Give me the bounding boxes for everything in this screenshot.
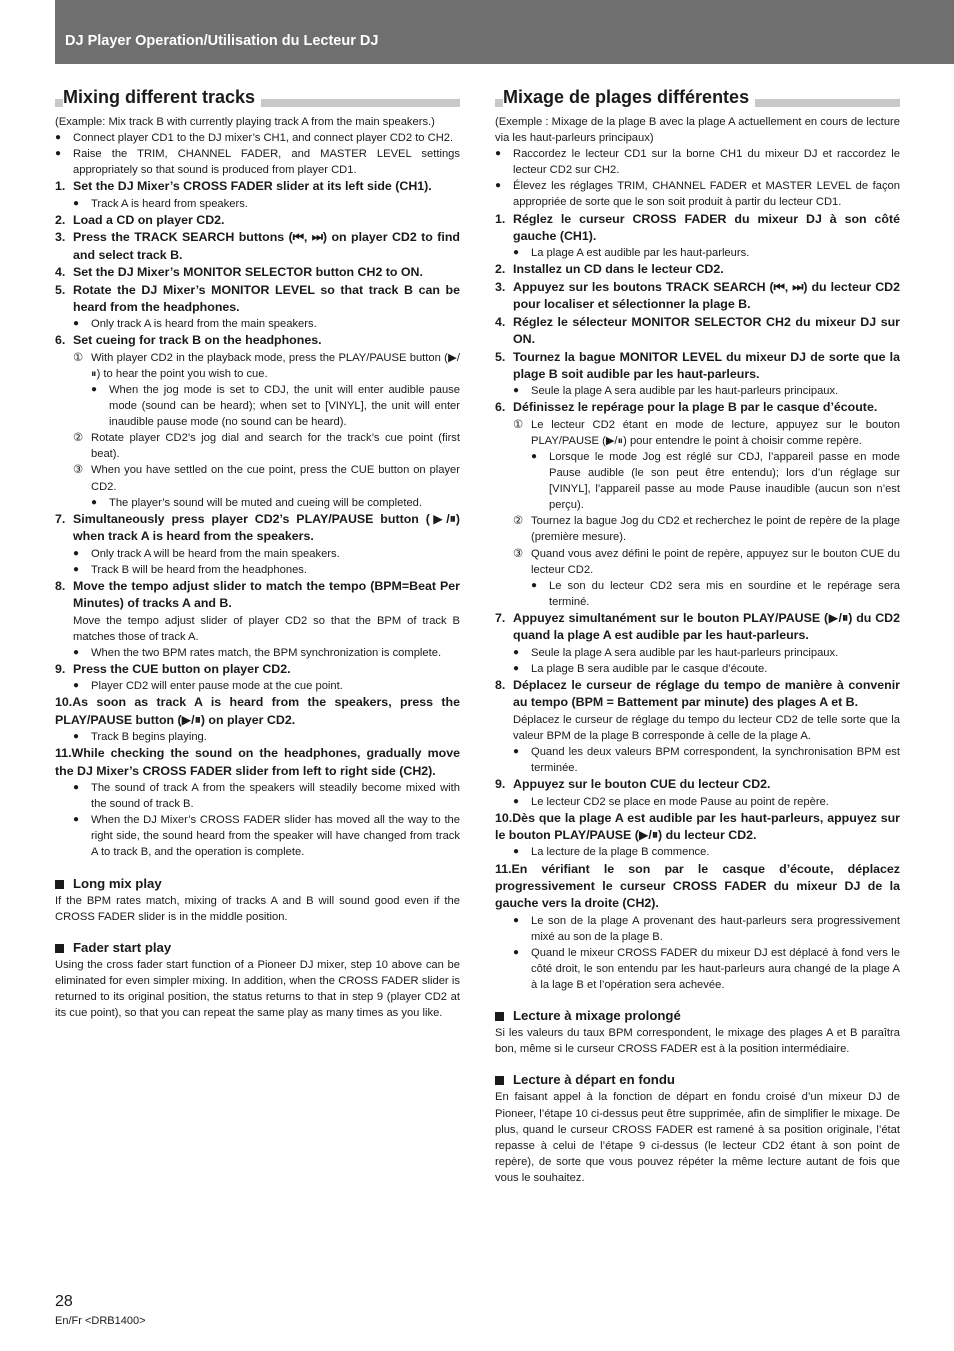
bullet-icon: ● [73, 318, 80, 330]
step-text: Réglez le curseur CROSS FADER du mixeur DJ à son côté gauche (CH1). [513, 211, 900, 243]
substep-item [55, 462, 460, 494]
substep-item [55, 430, 460, 462]
bullet-icon: ● [91, 496, 98, 508]
step-number: 4. [55, 265, 66, 280]
step-text: Installez un CD dans le lecteur CD2. [513, 262, 724, 277]
bullet-text: Only track A is heard from the main speakers. [91, 318, 317, 331]
bullet-text: Quand les deux valeurs BPM correspondent, la synchronisation BPM est terminée. [531, 745, 900, 775]
step-item [495, 211, 900, 246]
step-text: Set the DJ Mixer’s MONITOR SELECTOR button CH2 to ON. [73, 265, 423, 280]
step-number: 9. [495, 777, 506, 792]
bullet-text: Seule la plage A sera audible par les haut-parleurs principaux. [531, 385, 839, 398]
substep-item [55, 350, 460, 382]
bullet-text: Raccordez le lecteur CD1 sur la borne CH1 du mixeur DJ et raccordez le lecteur CD2 sur CH2. [513, 148, 900, 177]
step-text: While checking the sound on the headphones, gradually move the DJ Mixer’s CROSS FADER slider from left to right side (CH2). [55, 746, 460, 778]
page-header [55, 0, 954, 64]
step-number: 8. [495, 677, 506, 692]
step-item [55, 745, 460, 780]
bullet-item [513, 661, 900, 677]
step-number: 1. [55, 179, 66, 194]
step-item [55, 661, 460, 678]
substep-number: ② [73, 432, 84, 445]
section-heading-block [55, 86, 460, 118]
bullet-text: When the two BPM rates match, the BPM synchronization is complete. [91, 646, 442, 659]
step-item [495, 810, 900, 845]
bullet-text: Raise the TRIM, CHANNEL FADER, and MASTER LEVEL settings appropriately so that sound is produced from player CD1. [73, 148, 460, 177]
section-heading: Mixage de plages différentes [503, 86, 755, 108]
subsection-text: Using the cross fader start function of a Pioneer DJ mixer, step 10 above can be eliminated for even simpler mixing. In addition, when the CROSS FADER slider is returned to its original position, the status returns to that in step 9 (player CD2 at its cue point), so that you can repeat the same play as many times as you like. [55, 958, 460, 1019]
bullet-item [513, 645, 900, 661]
step-description: Déplacez le curseur de réglage du tempo du lecteur CD2 de telle sorte que la valeur BPM de la plage B corresponde à celle de la plage A. [513, 713, 900, 742]
bullet-text: When the jog mode is set to CDJ, the unit will enter audible pause mode (sound can be heard); when set to [VINYL], the unit will enter inaudible pause mode (no sound can be heard). [109, 384, 460, 429]
substep-item [495, 513, 900, 545]
substep-text: Tournez la bague Jog du CD2 et recherchez le point de repère de la plage (première mesure). [531, 515, 900, 544]
header-title: DJ Player Operation/Utilisation du Lecteur DJ [65, 33, 379, 49]
subsection-heading [495, 1071, 900, 1089]
bullet-icon: ● [73, 563, 80, 575]
english-column [55, 86, 460, 1021]
step-text: En vérifiant le son par le casque d’écoute, déplacez progressivement le curseur CROSS FADER du mixeur DJ de la gauche vers la droite (CH2). [495, 861, 900, 911]
step-number: 3. [495, 279, 506, 294]
bullet-icon: ● [55, 148, 62, 160]
step-item [495, 861, 900, 913]
step-number: 11. [55, 746, 72, 761]
bullet-icon: ● [73, 547, 80, 559]
step-item [495, 279, 900, 314]
bullet-icon: ● [73, 731, 80, 743]
subsection-text: Si les valeurs du taux BPM correspondent, le mixage des plages A et B paraîtra bon, même si le curseur CROSS FADER est à la position intermédiaire. [495, 1027, 900, 1056]
bullet-item [55, 146, 460, 178]
bullet-item [73, 562, 460, 578]
bullet-icon: ● [513, 385, 520, 397]
bullet-item [55, 130, 460, 146]
bullet-text: Le son de la plage A provenant des haut-parleurs sera progressivement mixé au son de la plage B. [531, 914, 900, 943]
bullet-icon: ● [531, 451, 538, 462]
step-text: Move the tempo adjust slider to match the tempo (BPM=Beat Per Minutes) of tracks A and B. [73, 578, 460, 611]
bullet-text: Track B begins playing. [91, 731, 207, 744]
square-bullet-icon [495, 1076, 504, 1085]
bullet-icon: ● [513, 646, 520, 658]
bullet-item [73, 678, 460, 694]
bullet-item [73, 812, 460, 860]
bullet-icon: ● [73, 197, 80, 209]
step-number: 8. [55, 578, 66, 593]
bullet-icon: ● [55, 132, 62, 144]
bullet-text: Le lecteur CD2 se place en mode Pause au point de repère. [531, 795, 829, 808]
document-code: En/Fr <DRB1400> [55, 1315, 146, 1327]
step-number: 2. [55, 212, 66, 227]
step-item [55, 694, 460, 729]
bullet-item [73, 196, 460, 212]
bullet-text: The sound of track A from the speakers will steadily become mixed with the sound of track B. [91, 782, 460, 811]
step-item [55, 178, 460, 195]
step-text: Dès que la plage A est audible par les haut-parleurs, appuyez sur le bouton PLAY/PAUSE (▶/⏸) du lecteur CD2. [495, 810, 900, 843]
intro-text: (Example: Mix track B with currently playing track A from the main speakers.) [55, 116, 435, 128]
section-heading-block [495, 86, 900, 118]
substep-number: ③ [73, 464, 84, 477]
bullet-item [513, 844, 900, 860]
bullet-item [513, 794, 900, 810]
subsection-title: Lecture à mixage prolongé [513, 1008, 681, 1024]
step-item [55, 332, 460, 349]
bullet-item [495, 146, 900, 178]
step-text: Set the DJ Mixer’s CROSS FADER slider at its left side (CH1). [73, 179, 432, 194]
substep-text: Quand vous avez défini le point de repère, appuyez sur le bouton CUE du lecteur CD2. [531, 547, 900, 576]
subsection-text: En faisant appel à la fonction de départ en fondu croisé d’un mixeur DJ de Pioneer, l’étape 10 ci-dessus peut être supprimée, afin de simplifier le mixage. De plus, quand le curseur CROSS FADER est ramené à sa position originale, l’état repasse à celui de l’étape 9 ci-dessus (le lecteur CD2 étant à son point de repère), de sorte que vous pouvez répéter la même lecture autant de fois que vous le souhaitez. [495, 1091, 900, 1184]
bullet-item [73, 729, 460, 745]
step-number: 10. [495, 810, 513, 825]
step-text: Load a CD on player CD2. [73, 212, 225, 227]
subsection-text: If the BPM rates match, mixing of tracks A and B will sound good even if the CROSS FADER slider is in the middle position. [55, 894, 460, 923]
bullet-text: Lorsque le mode Jog est réglé sur CDJ, l’appareil passe en mode Pause audible (le son peut être entendu); lors d’un réglage sur [VINYL], l’appareil passe au mode Pause inaudible (aucun son n’est perçu). [549, 451, 900, 512]
subsection-heading [55, 939, 460, 957]
substep-number: ① [73, 351, 84, 364]
subsection-heading [55, 875, 460, 893]
step-item [55, 578, 460, 613]
bullet-icon: ● [495, 148, 502, 160]
page-number: 28 [55, 1293, 73, 1310]
step-number: 3. [55, 230, 66, 245]
step-item [495, 677, 900, 712]
bullet-text: Connect player CD1 to the DJ mixer’s CH1, and connect player CD2 to CH2. [73, 132, 454, 145]
step-text: Tournez la bague MONITOR LEVEL du mixeur DJ de sorte que la plage B soit audible par les haut-parleurs. [513, 349, 900, 381]
intro-text: (Exemple : Mixage de la plage B avec la plage A actuellement en cours de lecture via les haut-parleurs principaux) [495, 116, 900, 145]
bullet-item [91, 382, 460, 430]
bullet-text: Le son du lecteur CD2 sera mis en sourdine et le repérage sera terminé. [549, 579, 900, 608]
bullet-text: Seule la plage A sera audible par les haut-parleurs principaux. [531, 646, 839, 659]
step-number: 6. [55, 333, 66, 348]
bullet-item [73, 546, 460, 562]
step-number: 4. [495, 314, 506, 329]
bullet-item [513, 383, 900, 399]
bullet-item [513, 913, 900, 945]
step-item [55, 511, 460, 546]
step-number: 6. [495, 400, 506, 415]
substep-number: ② [513, 515, 524, 528]
bullet-text: Élevez les réglages TRIM, CHANNEL FADER et MASTER LEVEL de façon appropriée de sorte que le son soit produit à partir du lecteur CD1. [513, 180, 900, 209]
bullet-item [531, 578, 900, 610]
bullet-icon: ● [73, 782, 80, 794]
bullet-text: Only track A will be heard from the main speakers. [91, 547, 340, 560]
step-text: Appuyez sur les boutons TRACK SEARCH (⏮, ⏭) du lecteur CD2 pour localiser et sélectionner la plage B. [513, 279, 900, 312]
bullet-item [91, 495, 460, 511]
bullet-text: Track B will be heard from the headphones. [91, 563, 307, 576]
step-number: 7. [55, 511, 66, 526]
bullet-item [495, 178, 900, 210]
square-bullet-icon [55, 944, 64, 953]
step-item [55, 229, 460, 264]
bullet-icon: ● [513, 846, 520, 858]
step-item [55, 282, 460, 317]
step-number: 9. [55, 661, 66, 676]
step-item [55, 264, 460, 281]
step-item [55, 212, 460, 229]
bullet-icon: ● [513, 795, 520, 807]
step-item [495, 610, 900, 645]
step-item [495, 261, 900, 278]
step-text: Press the TRACK SEARCH buttons (⏮, ⏭) on player CD2 to find and select track B. [73, 230, 460, 262]
bullet-icon: ● [513, 914, 520, 926]
bullet-text: La lecture de la plage B commence. [531, 846, 710, 859]
square-bullet-icon [495, 1012, 504, 1021]
bullet-text: La plage A est audible par les haut-parleurs. [531, 247, 750, 260]
bullet-item [73, 780, 460, 812]
bullet-text: Quand le mixeur CROSS FADER du mixeur DJ est déplacé à fond vers le côté droit, le son entendu par les haut-parleurs aura changé de la plage A à la lage B et l’opération sera achevée. [531, 946, 900, 992]
substep-item [495, 546, 900, 578]
bullet-icon: ● [513, 247, 520, 259]
step-item [495, 314, 900, 349]
substep-number: ③ [513, 547, 524, 560]
bullet-icon: ● [513, 946, 520, 958]
step-number: 10. [55, 695, 73, 710]
step-text: Press the CUE button on player CD2. [73, 661, 291, 676]
step-text: Simultaneously press player CD2’s PLAY/PAUSE button (▶/⏸) when track A is heard from the speakers. [73, 511, 460, 544]
subsection-title: Lecture à départ en fondu [513, 1072, 675, 1088]
bullet-icon: ● [531, 579, 538, 591]
bullet-icon: ● [495, 180, 502, 192]
substep-text: Le lecteur CD2 étant en mode de lecture, appuyez sur le bouton PLAY/PAUSE (▶/⏸) pour entendre le point à choisir comme repère. [531, 418, 900, 447]
bullet-item [73, 316, 460, 332]
subsection-heading [495, 1007, 900, 1025]
bullet-icon: ● [73, 646, 80, 658]
bullet-item [513, 945, 900, 993]
step-item [495, 776, 900, 793]
step-number: 7. [495, 610, 506, 625]
bullet-item [73, 645, 460, 661]
substep-number: ① [513, 418, 524, 431]
substep-text: When you have settled on the cue point, press the CUE button on player CD2. [91, 464, 460, 493]
substep-text: Rotate player CD2’s jog dial and search for the track’s cue point (first beat). [91, 432, 460, 461]
bullet-item [531, 449, 900, 513]
step-text: Appuyez sur le bouton CUE du lecteur CD2. [513, 777, 771, 792]
step-text: As soon as track A is heard from the speakers, press the PLAY/PAUSE button (▶/⏸) on player CD2. [55, 695, 460, 727]
step-text: Set cueing for track B on the headphones. [73, 333, 322, 348]
step-number: 5. [495, 349, 506, 364]
step-number: 2. [495, 262, 506, 277]
bullet-text: The player’s sound will be muted and cueing will be completed. [109, 496, 423, 509]
step-number: 1. [495, 211, 506, 226]
bullet-icon: ● [73, 680, 80, 692]
bullet-icon: ● [513, 662, 520, 674]
substep-item [495, 417, 900, 449]
bullet-icon: ● [91, 384, 98, 395]
bullet-item [513, 245, 900, 261]
section-heading: Mixing different tracks [63, 86, 261, 108]
step-text: Réglez le sélecteur MONITOR SELECTOR CH2 du mixeur DJ sur ON. [513, 314, 900, 347]
substep-text: With player CD2 in the playback mode, press the PLAY/PAUSE button (▶/⏸) to hear the point you wish to cue. [91, 351, 460, 380]
bullet-icon: ● [513, 745, 520, 757]
bullet-item [513, 744, 900, 776]
step-text: Rotate the DJ Mixer’s MONITOR LEVEL so that track B can be heard from the headphones. [73, 282, 460, 314]
bullet-icon: ● [73, 814, 80, 826]
bullet-text: La plage B sera audible par le casque d’écoute. [531, 662, 768, 675]
step-text: Appuyez simultanément sur le bouton PLAY/PAUSE (▶/⏸) du CD2 quand la plage A est audible par les haut-parleurs. [513, 610, 900, 643]
subsection-title: Fader start play [73, 939, 172, 955]
step-number: 5. [55, 282, 66, 297]
bullet-text: Player CD2 will enter pause mode at the cue point. [91, 680, 343, 693]
step-item [495, 399, 900, 416]
french-column [495, 86, 900, 1186]
step-text: Définissez le repérage pour la plage B par le casque d’écoute. [513, 400, 878, 415]
step-number: 11. [495, 861, 512, 876]
bullet-text: When the DJ Mixer’s CROSS FADER slider has moved all the way to the right side, the sound heard from the speaker will have changed from track A to track B, and the operation is complete. [91, 814, 460, 859]
square-bullet-icon [55, 880, 64, 889]
subsection-title: Long mix play [73, 875, 162, 891]
bullet-text: Track A is heard from speakers. [91, 197, 248, 210]
step-item [495, 349, 900, 384]
step-text: Déplacez le curseur de réglage du tempo de manière à convenir au tempo (BPM = Battement par minute) des plages A et B. [513, 677, 900, 710]
step-description: Move the tempo adjust slider of player CD2 so that the BPM of track B matches those of track A. [73, 614, 460, 643]
